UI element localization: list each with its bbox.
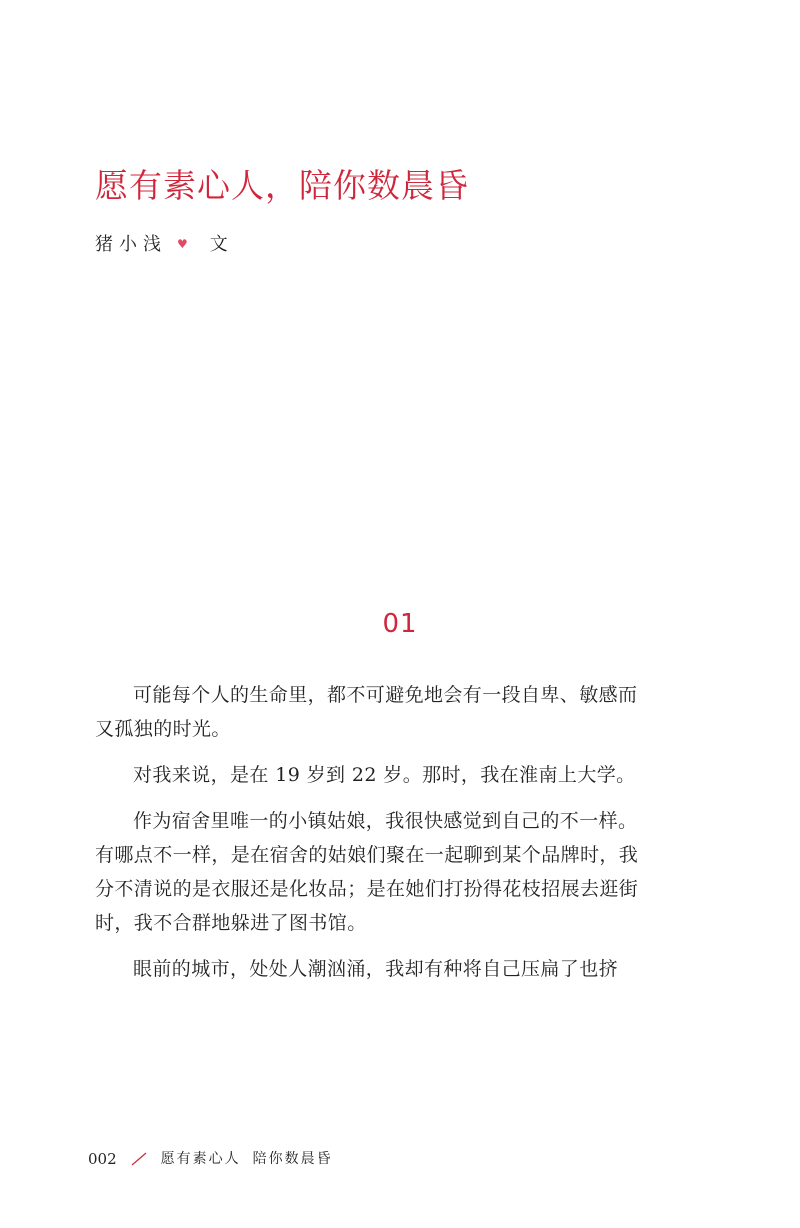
author-name: 猪小浅	[95, 234, 167, 255]
byline	[95, 231, 228, 259]
text-line: 可能每个人的生命里，都不可避免地会有一段自卑、敏感而	[133, 684, 638, 706]
text-line: 对我来说，是在 19 岁到 22 岁。那时，我在淮南上大学。	[133, 764, 636, 786]
article-title: 愿有素心人，陪你数晨昏	[95, 166, 469, 205]
text-line: 眼前的城市，处处人潮汹涌，我却有种将自己压扁了也挤	[133, 958, 619, 980]
slash-divider-icon	[131, 1152, 147, 1166]
byline-suffix: 文	[209, 234, 228, 255]
text-line: 又孤独的时光。	[95, 718, 231, 740]
running-title-part1: 愿有素心人	[160, 1151, 241, 1167]
text-line: 作为宿舍里唯一的小镇姑娘，我很快感觉到自己的不一样。	[133, 810, 638, 832]
heart-icon: ♥	[177, 237, 188, 251]
running-title-part2: 陪你数晨昏	[252, 1151, 333, 1167]
page-number: 002	[88, 1150, 117, 1168]
body-text	[95, 678, 695, 986]
text-line: 有哪点不一样，是在宿舍的姑娘们聚在一起聊到某个品牌时，我	[95, 844, 639, 866]
section-number: 01	[382, 609, 418, 639]
page-footer	[88, 1149, 333, 1169]
text-line: 分不清说的是衣服还是化妆品；是在她们打扮得花枝招展去逛街	[95, 878, 639, 900]
text-line: 时，我不合群地躲进了图书馆。	[95, 912, 367, 934]
